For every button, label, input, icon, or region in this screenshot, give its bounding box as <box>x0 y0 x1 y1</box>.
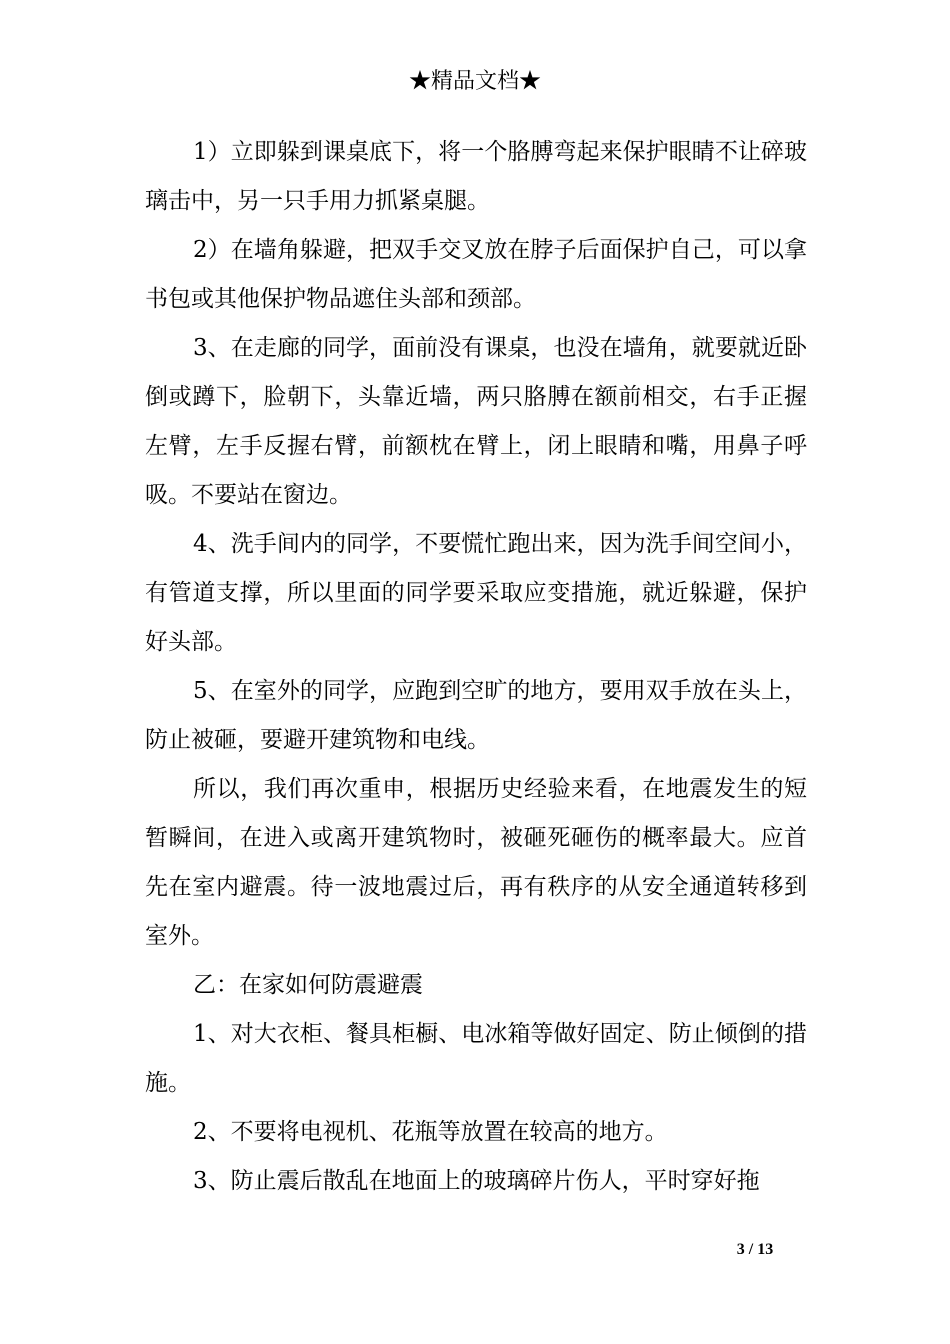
paragraph-9: 3、防止震后散乱在地面上的玻璃碎片伤人，平时穿好拖 <box>193 1168 760 1194</box>
paragraph-1: 1）立即躲到课桌底下，将一个胳膊弯起来保护眼睛不让碎玻璃击中，另一只手用力抓紧桌腿。 <box>145 139 807 214</box>
paragraph-7: 1、对大衣柜、餐具柜橱、电冰箱等做好固定、防止倾倒的措施。 <box>145 1021 807 1096</box>
section-heading: 乙：在家如何防震避震 <box>193 972 423 998</box>
paragraph-8: 2、不要将电视机、花瓶等放置在较高的地方。 <box>193 1119 668 1145</box>
page-number: 3 / 13 <box>736 1241 774 1258</box>
paragraph-3: 3、在走廊的同学，面前没有课桌，也没在墙角，就要就近卧倒或蹲下，脸朝下，头靠近墙，两只胳膊在额前相交，右手正握左臂，左手反握右臂，前额枕在臂上，闭上眼睛和嘴，用鼻子呼吸。不要站在窗边。 <box>145 335 807 508</box>
paragraph-5: 5、在室外的同学，应跑到空旷的地方，要用双手放在头上，防止被砸，要避开建筑物和电线。 <box>145 678 807 753</box>
page-header: ★精品文档★ <box>408 69 541 94</box>
document-body <box>145 128 807 1206</box>
paragraph-4: 4、洗手间内的同学，不要慌忙跑出来，因为洗手间空间小，有管道支撑，所以里面的同学要采取应变措施，就近躲避，保护好头部。 <box>145 531 807 655</box>
paragraph-2: 2）在墙角躲避，把双手交叉放在脖子后面保护自己，可以拿书包或其他保护物品遮住头部和颈部。 <box>145 237 807 312</box>
paragraph-6: 所以，我们再次重申，根据历史经验来看，在地震发生的短暂瞬间，在进入或离开建筑物时，被砸死砸伤的概率最大。应首先在室内避震。待一波地震过后，再有秩序的从安全通道转移到室外。 <box>145 776 807 949</box>
